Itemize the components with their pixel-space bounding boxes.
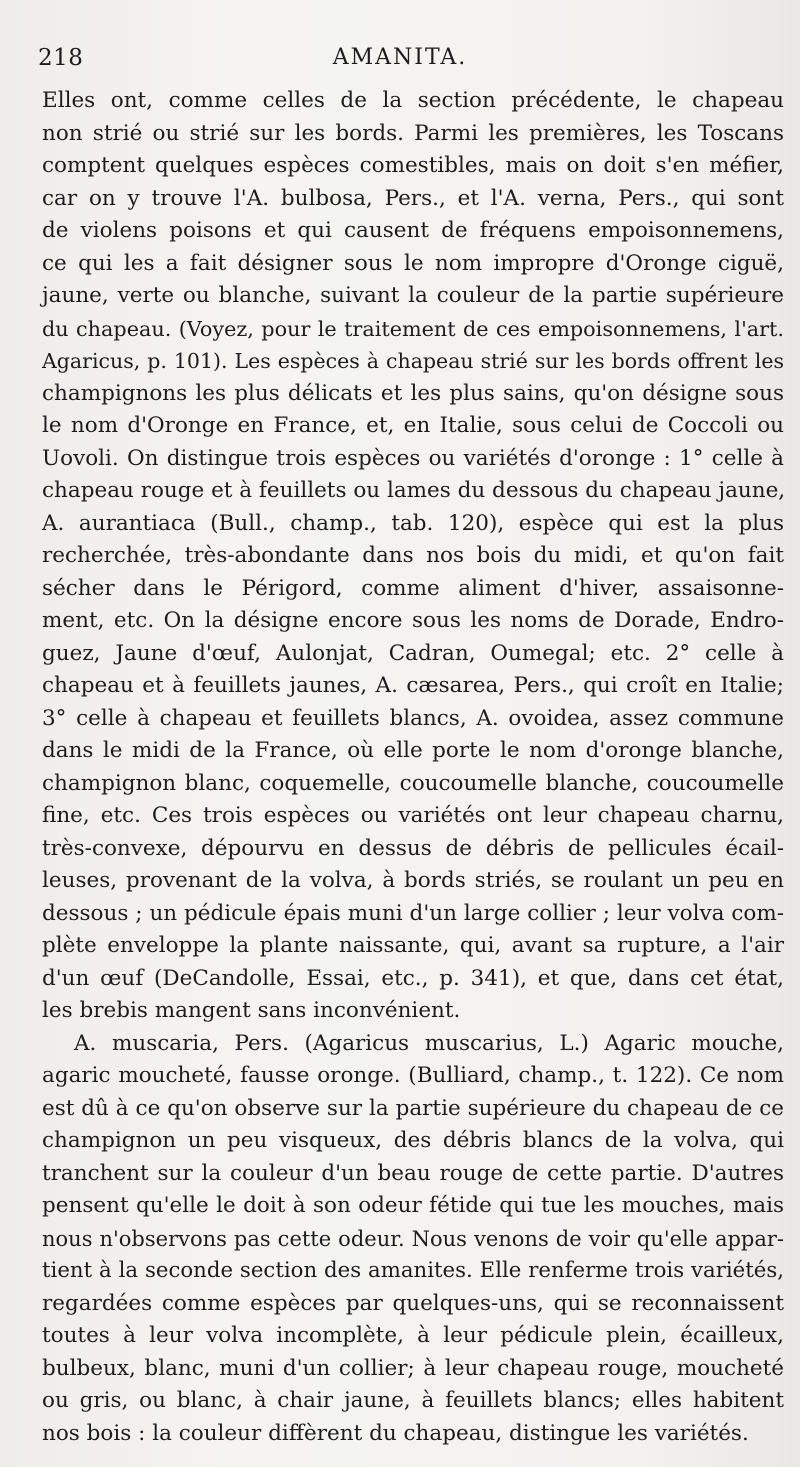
text-line: dans le midi de la France, où elle porte le nom d'oronge blanche,	[42, 738, 784, 763]
text-line: tranchent sur la couleur d'un beau rouge de cette partie. D'autres	[42, 1160, 784, 1186]
text-line: A. aurantiaca (Bull., champ., tab. 120), espèce qui est la plus	[42, 510, 784, 536]
text-line: non strié ou strié sur les bords. Parmi les premières, les Toscans	[42, 120, 784, 146]
text-line: chapeau et à feuillets jaunes, A. cæsarea, Pers., qui croît en Italie;	[42, 673, 784, 698]
text-line: champignon un peu visqueux, des débris blancs de la volva, qui	[42, 1128, 784, 1153]
text-line: champignons les plus délicats et les plus sains, qu'on désigne sous	[42, 380, 784, 406]
text-line: toutes à leur volva incomplète, à leur pédicule plein, écailleux,	[42, 1323, 784, 1348]
page-header	[38, 45, 778, 79]
text-line: d'un œuf (DeCandolle, Essai, etc., p. 341), et que, dans cet état,	[42, 965, 784, 991]
text-line: bulbeux, blanc, muni d'un collier; à leur chapeau rouge, moucheté	[42, 1355, 784, 1381]
running-title: AMANITA.	[332, 45, 468, 70]
text-line: pensent qu'elle le doit à son odeur fétide qui tue les mouches, mais	[42, 1193, 784, 1218]
text-line: Uovoli. On distingue trois espèces ou variétés d'oronge : 1° celle à	[42, 445, 784, 471]
text-line: plète enveloppe la plante naissante, qui, avant sa rupture, a l'air	[42, 933, 784, 958]
page-number: 218	[38, 45, 84, 71]
text-line: leuses, provenant de la volva, à bords striés, se roulant un peu en	[42, 868, 784, 893]
text-line: recherchée, très-abondante dans nos bois du midi, et qu'on fait	[42, 543, 784, 568]
text-line: les brebis mangent sans inconvénient.	[42, 998, 461, 1023]
text-line: Agaricus, p. 101). Les espèces à chapeau strié sur les bords offrent les	[42, 349, 784, 373]
text-line: ou gris, ou blanc, à chair jaune, à feuillets blancs; elles habitent	[42, 1388, 784, 1413]
text-line: car on y trouve l'A. bulbosa, Pers., et l'A. verna, Pers., qui sont	[42, 185, 784, 211]
text-line: 3° celle à chapeau et feuillets blancs, A. ovoidea, assez commune	[42, 705, 784, 731]
text-line: ce qui les a fait désigner sous le nom impropre d'Oronge ciguë,	[42, 250, 784, 276]
text-line: nos bois : la couleur diffèrent du chapeau, distingue les variétés.	[42, 1420, 749, 1446]
text-line: jaune, verte ou blanche, suivant la couleur de la partie supérieure	[42, 283, 784, 308]
text-line: tient à la seconde section des amanites. Elle renferme trois variétés,	[42, 1258, 784, 1283]
text-line: du chapeau. (Voyez, pour le traitement de ces empoisonnemens, l'art.	[42, 316, 784, 341]
text-line: champignon blanc, coquemelle, coucoumelle blanche, coucoumelle	[42, 770, 784, 796]
text-line: sécher dans le Périgord, comme aliment d'hiver, assaisonne-	[42, 575, 784, 601]
text-line: regardées comme espèces par quelques-uns, qui se reconnaissent	[42, 1290, 784, 1316]
text-line: chapeau rouge et à feuillets ou lames du dessous du chapeau jaune,	[42, 478, 786, 503]
text-line: nous n'observons pas cette odeur. Nous venons de voir qu'elle appar-	[42, 1226, 784, 1251]
text-line: de violens poisons et qui causent de fréquens empoisonnemens,	[42, 218, 784, 243]
text-line: guez, Jaune d'œuf, Aulonjat, Cadran, Oumegal; etc. 2° celle à	[42, 640, 784, 666]
text-line: fine, etc. Ces trois espèces ou variétés ont leur chapeau charnu,	[42, 803, 784, 828]
text-line: Elles ont, comme celles de la section précédente, le chapeau	[42, 88, 784, 113]
body-text	[42, 85, 784, 1450]
text-line: agaric moucheté, fausse oronge. (Bulliard, champ., t. 122). Ce nom	[42, 1063, 784, 1088]
text-line: très-convexe, dépourvu en dessus de débris de pellicules écail-	[42, 835, 784, 861]
text-line: dessous ; un pédicule épais muni d'un large collier ; leur volva com-	[42, 900, 784, 926]
text-line: A. muscaria, Pers. (Agaricus muscarius, L.) Agaric mouche,	[74, 1030, 784, 1056]
text-line: le nom d'Oronge en France, et, en Italie, sous celui de Coccoli ou	[42, 413, 784, 438]
text-line: est dû à ce qu'on observe sur la partie supérieure du chapeau de ce	[42, 1095, 784, 1121]
text-line: comptent quelques espèces comestibles, mais on doit s'en méfier,	[42, 153, 784, 178]
text-line: ment, etc. On la désigne encore sous les noms de Dorade, Endro-	[42, 608, 784, 633]
